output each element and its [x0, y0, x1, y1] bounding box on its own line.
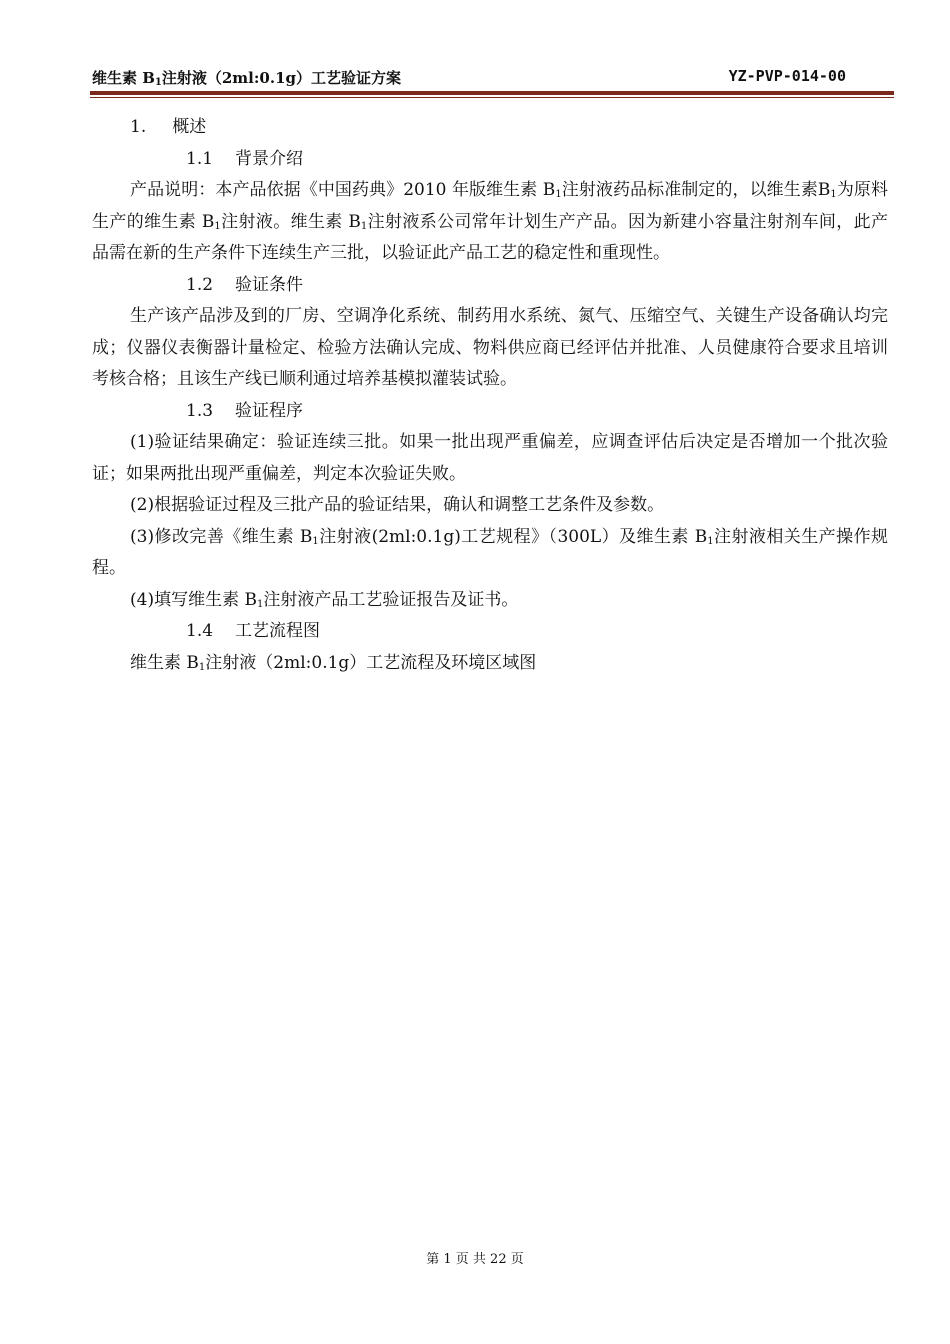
subscript: 1 — [312, 535, 319, 547]
page-header — [92, 67, 894, 89]
text-run: 注射液系公司常年计划生产产品。因为新建小容量注射剂车间，此产品需在新的生产条件下连续生产三批，以验证此产品工艺的稳定性和重现性。 — [92, 211, 889, 263]
section-number: 1.1 — [186, 148, 214, 169]
section-1-2-heading — [92, 270, 888, 302]
text-run: 注射液（2ml:0.1g）工艺流程及环境区域图 — [205, 652, 537, 673]
subscript: 1 — [214, 220, 221, 232]
section-1-1-heading — [92, 144, 888, 176]
title-subscript: 1 — [154, 77, 162, 88]
subscript: 1 — [555, 189, 562, 200]
section-title: 验证条件 — [235, 274, 304, 295]
section-title: 验证程序 — [235, 400, 304, 421]
text-run: 注射液(2ml:0.1g)工艺规程》（300L）及维生素 B — [318, 526, 708, 547]
subscript: 1 — [198, 661, 206, 673]
procedure-item-3 — [92, 522, 888, 585]
section-title: 工艺流程图 — [235, 621, 321, 641]
document-code: YZ-PVP-014-00 — [728, 67, 846, 85]
section-title: 背景介绍 — [235, 148, 304, 169]
section-number: 1.3 — [186, 400, 214, 421]
subscript: 1 — [256, 598, 264, 610]
subscript: 1 — [830, 189, 837, 200]
text-run: 注射液药品标准制定的，以维生素 — [561, 180, 818, 200]
text-run: B — [817, 180, 831, 200]
section-number: 1.2 — [186, 274, 214, 295]
page-footer: 第 1 页 共 22 页 — [426, 1252, 524, 1267]
title-part: 注射液（2ml:0.1g）工艺验证方案 — [161, 69, 402, 87]
procedure-item-1: (1)验证结果确定：验证连续三批。如果一批出现严重偏差，应调查评估后决定是否增加一个批次验证；如果两批出现严重偏差，判定本次验证失败。 — [92, 432, 888, 484]
section-1-2-paragraph: 生产该产品涉及到的厂房、空调净化系统、制药用水系统、氮气、压缩空气、关键生产设备确认均完成；仪器仪表衡器计量检定、检验方法确认完成、物料供应商已经评估并批准、人员健康符合要求且培训考核合格；且该生产线已顺利通过培养基模拟灌装试验。 — [92, 306, 888, 389]
text-run: (3)修改完善《维生素 B — [130, 526, 313, 547]
section-1-4-heading — [92, 616, 888, 648]
text-run: 注射液产品工艺验证报告及证书。 — [263, 589, 519, 610]
title-part: 维生素 B — [92, 69, 155, 87]
section-number: 1. — [130, 117, 147, 137]
header-rule-thick — [90, 91, 894, 95]
document-body — [92, 112, 888, 679]
text-run: 产品说明：本产品依据《中国药典》2010 年版维生素 B — [130, 180, 556, 200]
section-1-1-paragraph — [92, 175, 888, 270]
text-run: 注射液相关生产操作规程。 — [92, 526, 889, 578]
section-title: 概述 — [172, 117, 207, 137]
procedure-item-2: (2)根据验证过程及三批产品的验证结果，确认和调整工艺条件及参数。 — [130, 495, 665, 515]
text-run: 为原料生产的维生素 B — [92, 180, 889, 232]
section-number: 1.4 — [186, 621, 214, 641]
section-1-3-heading — [92, 396, 888, 428]
procedure-item-4 — [92, 585, 888, 617]
subscript: 1 — [360, 220, 368, 232]
subscript: 1 — [707, 535, 714, 547]
text-run: 注射液。维生素 B — [220, 211, 361, 232]
text-run: 维生素 B — [130, 652, 199, 673]
flow-chart-caption — [92, 648, 888, 680]
document-title — [92, 67, 401, 88]
section-1-heading — [92, 112, 888, 144]
text-run: (4)填写维生素 B — [130, 589, 257, 610]
header-rule-thin — [90, 97, 894, 98]
